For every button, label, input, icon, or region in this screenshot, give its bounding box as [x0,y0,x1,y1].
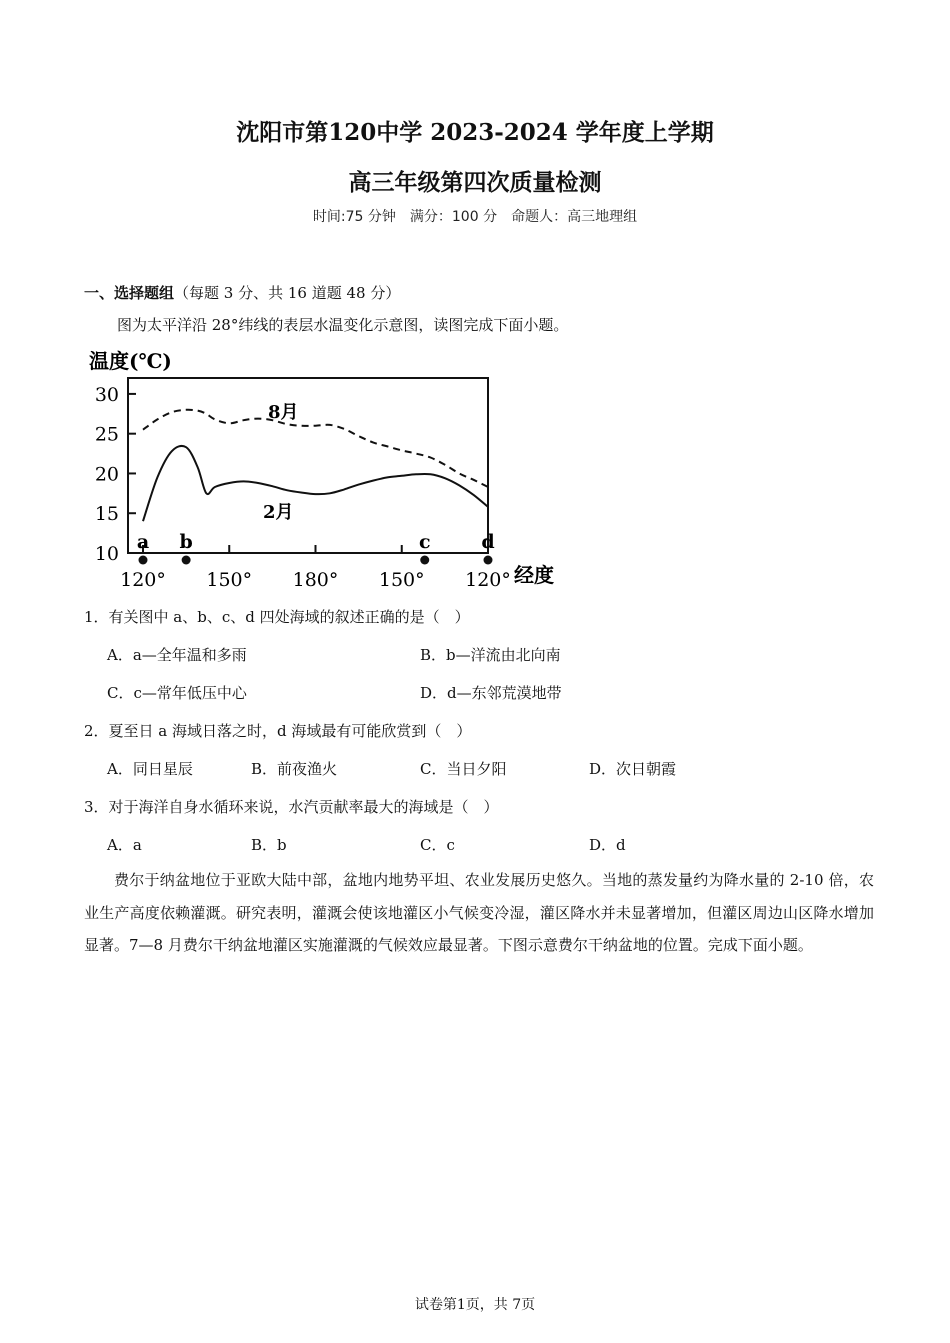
y-tick-label: 20 [94,463,119,486]
y-tick-label: 10 [94,543,119,565]
question-1-stem: 1．有关图中 a、b、c、d 四处海域的叙述正确的是（ ） [84,608,470,626]
y-tick-label: 30 [94,383,119,406]
school-title: 沈阳市第120中学 2023-2024 学年度上学期 [236,119,714,146]
y-tick-label: 15 [94,503,119,526]
question-3-option-d[interactable]: D．d [589,836,626,854]
question-3-option-c[interactable]: C．c [420,836,455,854]
question-2-option-b[interactable]: B．前夜渔火 [251,760,338,778]
exam-title: 高三年级第四次质量检测 [348,169,602,196]
series-february-label: 2月 [263,502,294,523]
question-2-option-c[interactable]: C．当日夕阳 [420,760,507,778]
question-2-stem: 2．夏至日 a 海域日落之时，d 海域最有可能欣赏到（ ） [84,722,472,740]
section-intro: 图为太平洋沿 28°纬线的表层水温变化示意图，读图完成下面小题。 [117,316,569,334]
question-1-option-c[interactable]: C．c—常年低压中心 [107,684,247,702]
x-axis-label: 经度 [514,563,554,587]
x-tick-label: 120° [465,569,511,591]
y-tick-label: 25 [94,423,119,446]
section-heading-title: 一、选择题组 [84,284,175,302]
series-august-label: 8月 [268,402,299,423]
section-heading-note: （每题 3 分、共 16 道题 48 分） [174,284,401,302]
question-3-option-b[interactable]: B．b [251,836,287,854]
exam-meta: 时间:75 分钟 满分：100 分 命题人：高三地理组 [312,209,638,225]
passage-fergana: 费尔于纳盆地位于亚欧大陆中部，盆地内地势平坦、农业发展历史悠久。当地的蒸发量约为降水量的 2-10 倍，农业生产高度依赖灌溉。研究表明，灌溉会使该地灌区小气候变冷湿，灌区降水并未显著增加，但灌区周边山区降水增加显著。7—8 月费尔干纳盆地灌区实施灌溉的气候效应最显著。下图示意费尔干纳盆地的位置。完成下面小题。 [84,871,874,955]
series-february-line [143,446,488,521]
section-heading [84,282,400,303]
question-3-stem: 3．对于海洋自身水循环来说，水汽贡献率最大的海域是（ ） [84,798,499,816]
x-tick-label: 120° [120,569,166,591]
point-c-label: c [418,531,431,553]
point-a-marker [139,556,148,565]
point-d-label: d [481,531,495,553]
x-tick-label: 180° [292,569,339,591]
question-2-option-a[interactable]: A．同日星辰 [107,760,193,778]
x-tick-label: 150° [206,569,253,591]
point-a-label: a [136,531,150,553]
x-tick-label: 150° [378,569,425,591]
question-1-option-b[interactable]: B．b—洋流由北向南 [420,646,561,664]
point-b-label: b [179,531,193,553]
point-b-marker [182,556,191,565]
question-1-option-d[interactable]: D．d—东邻荒漠地带 [420,684,562,702]
page-footer: 试卷第1页，共 7页 [414,1297,536,1313]
point-d-marker [484,556,493,565]
question-3-option-a[interactable]: A．a [107,836,142,854]
sst-chart [80,340,580,595]
plot-frame [128,378,488,553]
question-1-option-a[interactable]: A．a—全年温和多雨 [107,646,247,664]
point-c-marker [420,556,429,565]
question-2-option-d[interactable]: D．次日朝霞 [589,760,677,778]
y-axis-label: 温度(℃) [89,349,172,373]
